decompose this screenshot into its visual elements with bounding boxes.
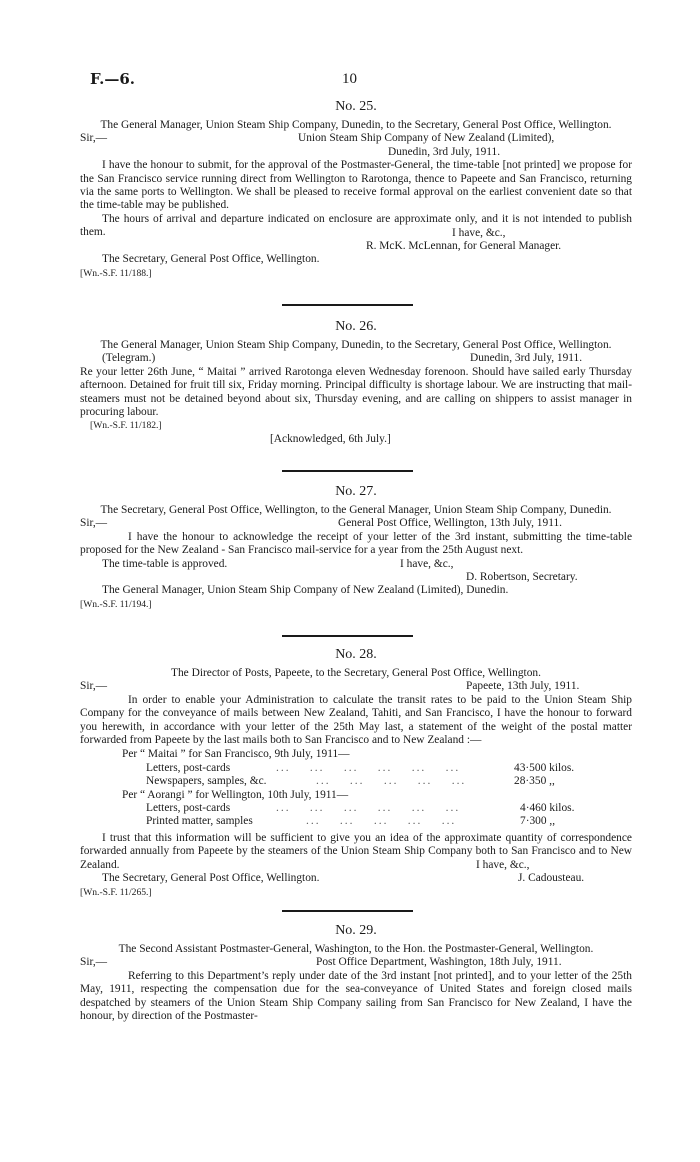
telegram-body: Re your letter 26th June, “ Maitai ” arrived Rarotonga eleven Wednesday forenoon. Should have sailed early Thursday afternoon. Detained for fruit till six, Friday morning. Principal difficulty is shortage labour. We are instructing that mail-steamers must not be detained beyond about six, Thursday evening, and are calling on shippers to assist manager in procuring labour. — [80, 365, 632, 419]
signature: R. McK. McLennan, for General Manager. — [366, 240, 562, 253]
letter-number: No. 28. — [335, 647, 377, 662]
letter-number: No. 26. — [335, 319, 377, 334]
signature: J. Cadousteau. — [518, 872, 585, 885]
paragraph: Referring to this Department’s reply under date of the 3rd instant [not printed], and to your letter of the 25th May, 1911, respecting the compensation due for the sea-conveyance of United States and foreign closed mails despatched by steamers of the Union Steam Ship Company sailing from San Francisco for New Zealand, I have the honour, by direction of the Postmaster- — [80, 969, 632, 1023]
weight-table — [80, 748, 632, 828]
paragraph: In order to enable your Administration to calculate the transit rates to be paid to the Union Steam Ship Company for the conveyance of mails between New Zealand, Tahiti, and San Francisco, I have the honour to forward you herewith, in accordance with your letter of the 25th May last, a statement of the weight of the postal matter forwarded from Papeete by the last mails both to San Francisco and to New Zealand :— — [80, 693, 632, 747]
place-date: Dunedin, 3rd July, 1911. — [470, 352, 583, 365]
paragraph: I have the honour to acknowledge the receipt of your letter of the 3rd instant, submitting the time-table proposed for the New Zealand - San Francisco mail-service for a year from the 25th August next. — [80, 530, 632, 557]
file-reference: [Wn.-S.F. 11/188.] — [80, 267, 152, 279]
telegram-label: (Telegram.) — [102, 352, 156, 365]
letter-heading: The General Manager, Union Steam Ship Company, Dunedin, to the Secretary, General Post Office, Wellington. — [100, 339, 612, 351]
file-reference: [Wn.-S.F. 11/265.] — [80, 886, 152, 898]
letter-heading: The Director of Posts, Papeete, to the Secretary, General Post Office, Wellington. — [171, 667, 541, 679]
paragraph: I have the honour to submit, for the approval of the Postmaster-General, the time-table [not printed] we propose for the San Francisco service running direct from Wellington to Rarotonga, thence to Papeete and San Francisco, returning via the same ports to Wellington. We shall be pleased to receive formal approval on the earliest convenient date so that the time-table may be published. — [80, 159, 632, 212]
letter-heading: The Secretary, General Post Office, Wellington, to the General Manager, Union Steam Ship Company, Dunedin. — [100, 504, 612, 516]
salutation: Sir,— — [80, 132, 108, 145]
sender-date: Dunedin, 3rd July, 1911. — [388, 145, 501, 158]
letter-number: No. 29. — [335, 923, 377, 938]
dot-leader: ... ... ... ... ... ... — [276, 801, 461, 814]
letter-heading: The Second Assistant Postmaster-General, Washington, to the Hon. the Postmaster-General, Wellington. — [118, 943, 594, 955]
addressee: The Secretary, General Post Office, Wellington. — [102, 872, 320, 885]
addressee: The General Manager, Union Steam Ship Company of New Zealand (Limited), Dunedin. — [102, 584, 509, 597]
table-row-label: Printed matter, samples — [146, 815, 253, 828]
section-divider — [282, 635, 413, 637]
table-group-heading: Per “ Maitai ” for San Francisco, 9th July, 1911— — [122, 748, 350, 761]
letter-number: No. 27. — [335, 484, 377, 499]
place-date: General Post Office, Wellington, 13th July, 1911. — [338, 517, 563, 530]
salutation: Sir,— — [80, 956, 108, 969]
letter-no-28 — [80, 646, 632, 899]
salutation: Sir,— — [80, 680, 108, 693]
addressee: The Secretary, General Post Office, Wellington. — [102, 253, 320, 266]
section-divider — [282, 470, 413, 472]
sender-address: Union Steam Ship Company of New Zealand (Limited), — [298, 132, 555, 145]
table-row-value: 4·460 kilos. — [520, 801, 575, 814]
paragraph: The hours of arrival and departure indicated on enclosure are approximate only, and it is not intended to publish them. — [80, 212, 632, 239]
table-row-value: 43·500 kilos. — [514, 761, 575, 774]
section-divider — [282, 910, 413, 912]
dot-leader: ... ... ... ... ... — [306, 815, 457, 828]
signature: D. Robertson, Secretary. — [466, 571, 578, 583]
section-divider — [282, 304, 413, 306]
acknowledgement-note: [Acknowledged, 6th July.] — [270, 432, 391, 445]
page-number: 10 — [342, 71, 357, 87]
table-row-value: 7·300 ,, — [520, 815, 556, 828]
closing: I have, &c., — [452, 226, 506, 239]
letter-number: No. 25. — [335, 99, 377, 114]
paragraph: The time-table is approved. — [102, 557, 228, 570]
closing: I have, &c., — [400, 557, 454, 570]
salutation: Sir,— — [80, 517, 108, 530]
dot-leader: ... ... ... ... ... — [316, 775, 467, 788]
closing: I have, &c., — [476, 858, 530, 871]
place-date: Papeete, 13th July, 1911. — [466, 680, 580, 693]
table-group-heading: Per “ Aorangi ” for Wellington, 10th July, 1911— — [122, 788, 349, 801]
letter-no-25 — [80, 98, 632, 280]
paragraph: I trust that this information will be sufficient to give you an idea of the approximate quantity of correspondence forwarded annually from Papeete by the steamers of the Union Steam Ship Company both to San Francisco and to New Zealand. — [80, 831, 632, 871]
letter-no-27 — [80, 483, 632, 611]
place-date: Post Office Department, Washington, 18th July, 1911. — [316, 956, 562, 969]
letter-no-26 — [80, 318, 632, 446]
letter-heading: The General Manager, Union Steam Ship Company, Dunedin, to the Secretary, General Post Office, Wellington. — [100, 119, 612, 131]
table-row-label: Letters, post-cards — [146, 801, 231, 814]
table-row-label: Newspapers, samples, &c. — [146, 775, 267, 788]
parliamentary-paper-code: F.—6. — [90, 70, 136, 88]
table-row-value: 28·350 ,, — [514, 775, 555, 788]
file-reference: [Wn.-S.F. 11/194.] — [80, 598, 152, 610]
table-row-label: Letters, post-cards — [146, 761, 231, 774]
letter-no-29 — [80, 922, 632, 1023]
dot-leader: ... ... ... ... ... ... — [276, 761, 461, 774]
file-reference: [Wn.-S.F. 11/182.] — [90, 420, 162, 432]
